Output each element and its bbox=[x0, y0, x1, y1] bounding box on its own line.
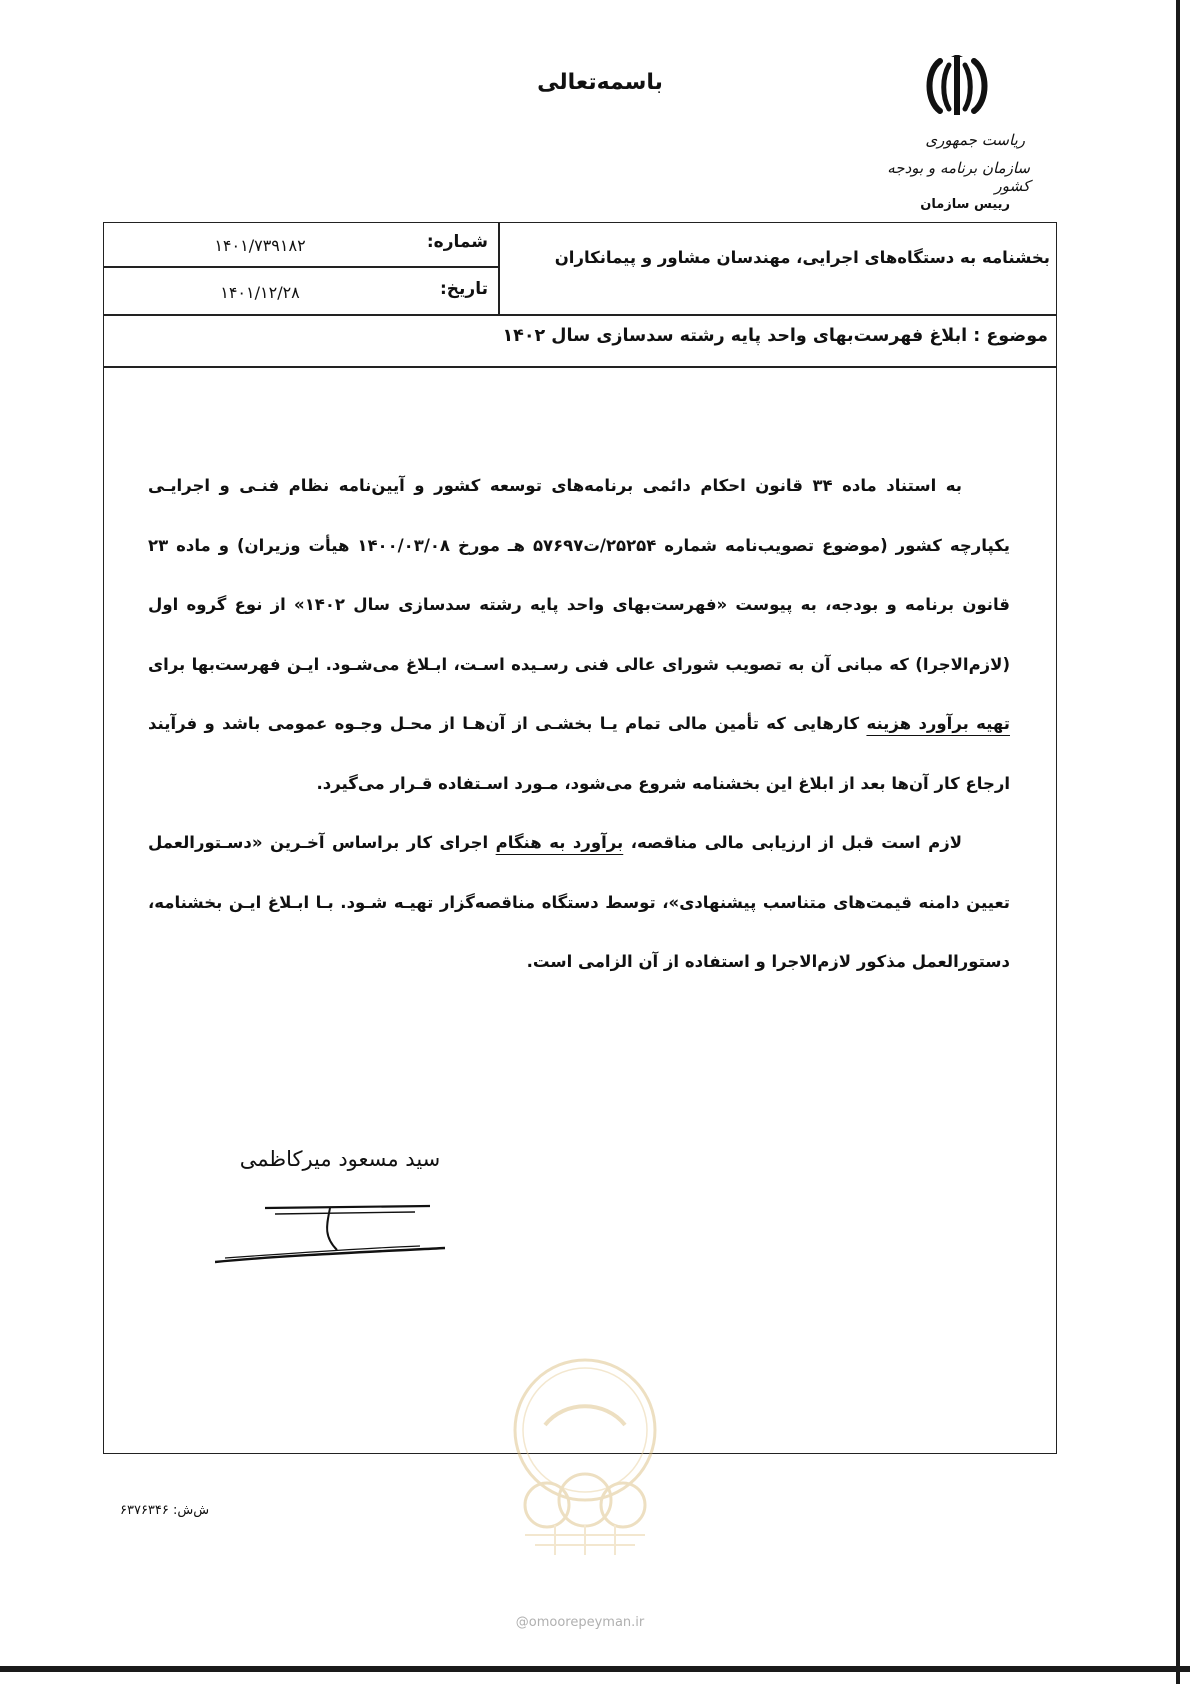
page-edge bbox=[1176, 0, 1180, 1684]
organization-letterhead bbox=[880, 55, 1040, 225]
date-value: ۱۴۰۱/۱۲/۲۸ bbox=[220, 283, 300, 302]
paragraph: لازم است قبل از ارزیابی مالی مناقصه، برآورد به هنگام اجرای کار براساس آخـرین «دسـتورالعمل تعیین دامنه قیمت‌های متناسب پیشنهادی»، توسط دستگاه مناقصه‌گزار تهیـه شـود. بـا ابـلاغ ایـن بخشنامه، دستورالعمل مذکور لازم‌الاجرا و استفاده از آن الزامی است. bbox=[148, 833, 1010, 971]
paragraph: به استناد ماده ۳۴ قانون احکام دائمی برنامه‌های توسعه کشور و آیین‌نامه نظام فنـی و اجرایـی یکپارچه کشور (موضوع تصویب‌نامه شماره ۲۵۲۵۴/ت۵۷۶۹۷ هـ مورخ ۱۴۰۰/۰۳/۰۸ هیأت وزیران) و ماده ۲۳ قانون برنامه و بودجه، به پیوست «فهرست‌بهای واحد پایه رشته سدسازی سال ۱۴۰۲» از نوع گروه اول (لازم‌الاجرا) که مبانی آن به تصویب شورای عالی فنی رسـیده اسـت، ابـلاغ می‌شـود. ایـن فهرست‌بها برای تهیه برآورد هزینه کارهایی که تأمین مالی تمام یـا بخشـی از آن‌هـا از محـل وجـوه عمومی باشد و فرآیند ارجاع کار آن‌ها بعد از ابلاغ این بخشنامه شروع می‌شود، مـورد اسـتفاده قـرار می‌گیرد. bbox=[148, 476, 1010, 793]
watermark-url: @omoorepeyman.ir bbox=[515, 1615, 645, 1630]
divider bbox=[103, 266, 498, 268]
reference-code: ش‌ش: ۶۳۷۶۳۴۶ bbox=[120, 1503, 210, 1518]
date-label: تاریخ: bbox=[440, 279, 488, 299]
watermark-logo bbox=[505, 1350, 665, 1560]
document-heading: باسمه‌تعالی bbox=[537, 70, 663, 95]
organization-title: رییس سازمان bbox=[920, 197, 1010, 212]
divider bbox=[498, 222, 500, 314]
number-value: ۱۴۰۱/۷۳۹۱۸۲ bbox=[214, 236, 306, 255]
signature-mark bbox=[215, 1190, 455, 1270]
emblem-icon bbox=[922, 55, 992, 117]
body-text bbox=[148, 456, 1010, 992]
number-label: شماره: bbox=[426, 232, 488, 252]
subject-line: موضوع : ابلاغ فهرست‌بهای واحد پایه رشته سدسازی سال ۱۴۰۲ bbox=[502, 326, 1048, 346]
organization-name-line: سازمان برنامه و بودجه کشور bbox=[887, 159, 1030, 195]
divider bbox=[103, 314, 1057, 316]
signer-name: سید مسعود میرکاظمی bbox=[239, 1147, 441, 1171]
recipient-line: بخشنامه به دستگاه‌های اجرایی، مهندسان مشاور و پیمانکاران bbox=[554, 248, 1050, 267]
page-edge bbox=[0, 1666, 1190, 1672]
organization-name-line: ریاست جمهوری bbox=[925, 131, 1025, 149]
underlined-phrase: تهیه برآورد هزینه bbox=[866, 714, 1010, 733]
underlined-phrase: برآورد به هنگام bbox=[495, 833, 624, 852]
divider bbox=[103, 366, 1057, 368]
